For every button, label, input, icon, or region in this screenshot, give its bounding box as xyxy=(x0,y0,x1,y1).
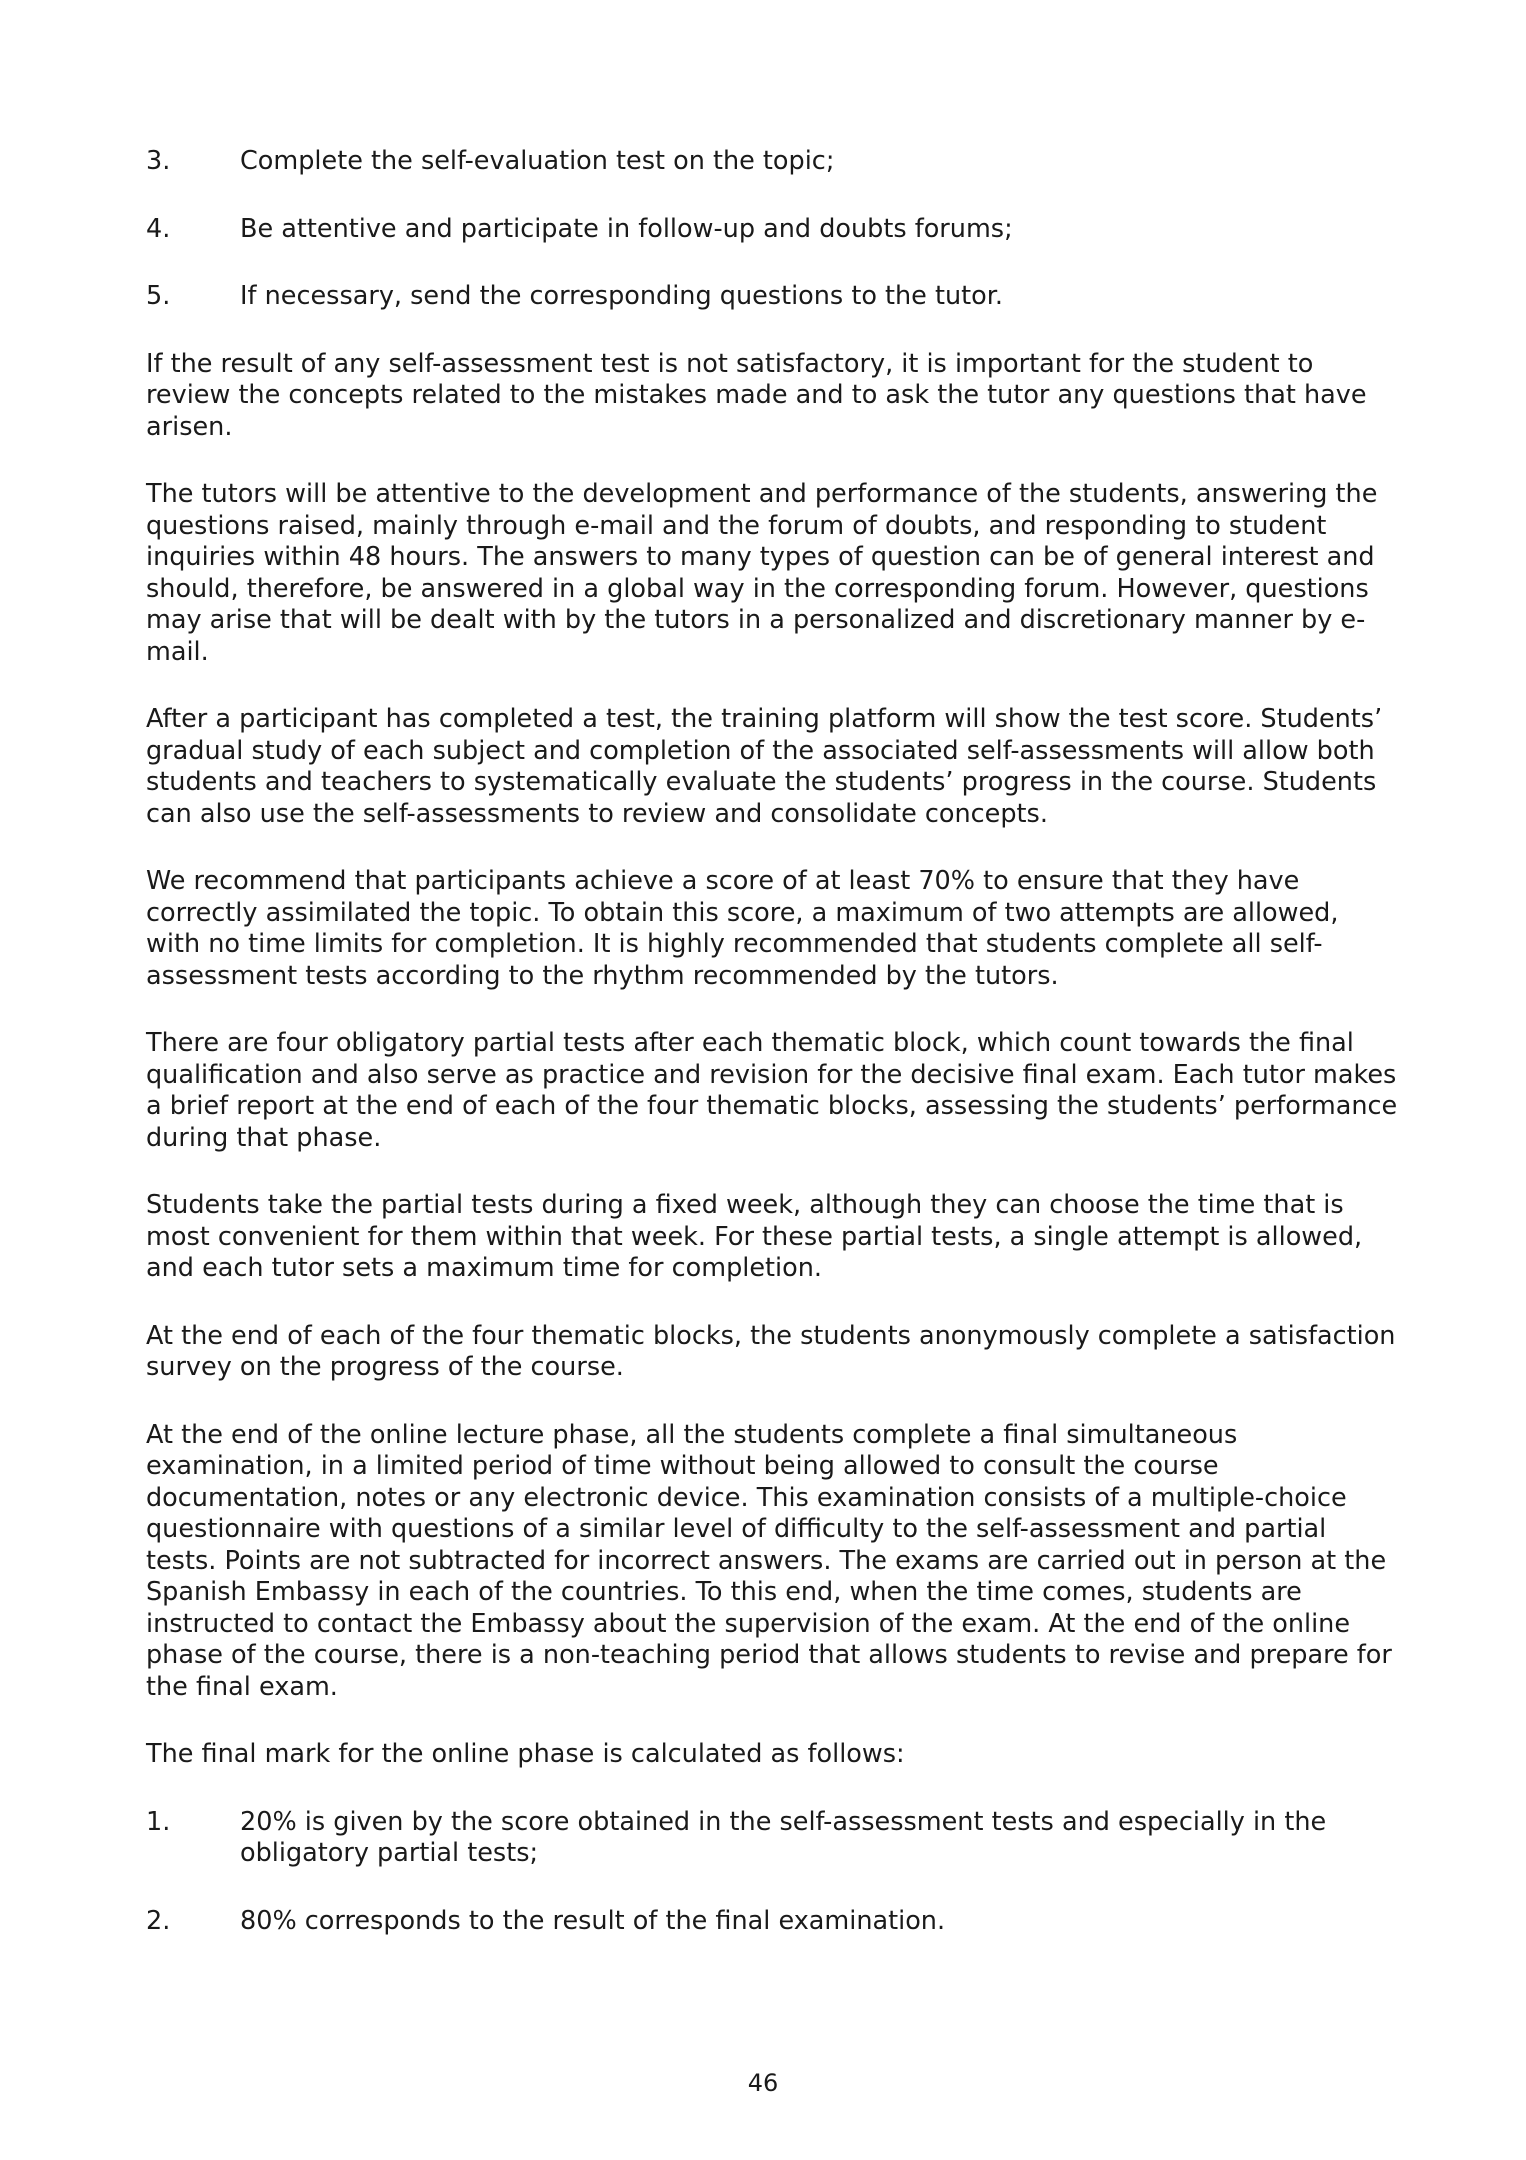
list-item xyxy=(146,281,1400,313)
list-text: 20% is given by the score obtained in the self-assessment tests and especially in the obligatory partial tests; xyxy=(240,1806,1327,1868)
paragraph: The final mark for the online phase is calculated as follows: xyxy=(146,1739,905,1769)
paragraph: We recommend that participants achieve a score of at least 70% to ensure that they have correctly assimilated the topic. To obtain this score, a maximum of two attempts are allowed, with no time limits for completion. It is highly recommended that students complete all self-assessment tests according to the rhythm recommended by the tutors. xyxy=(146,866,1339,991)
list-number: 4. xyxy=(146,213,171,244)
paragraph: If the result of any self-assessment test is not satisfactory, it is important for the student to review the concepts related to the mistakes made and to ask the tutor any questions that have arisen. xyxy=(146,348,1367,442)
list-item xyxy=(146,1807,1400,1870)
list-item xyxy=(146,1906,1400,1938)
list-text: If necessary, send the corresponding questions to the tutor. xyxy=(240,281,1003,311)
paragraph: At the end of the online lecture phase, all the students complete a final simultaneous examination, in a limited period of time without being allowed to consult the course documentation, notes or any electronic device. This examination consists of a multiple-choice questionnaire with questions of a similar level of difficulty to the self-assessment and partial tests. Points are not subtracted for incorrect answers. The exams are carried out in person at the Spanish Embassy in each of the countries. To this end, when the time comes, students are instructed to contact the Embassy about the supervision of the exam. At the end of the online phase of the course, there is a non-teaching period that allows students to revise and prepare for the final exam. xyxy=(146,1419,1392,1702)
paragraph: The tutors will be attentive to the development and performance of the students, answering the questions raised, mainly through e-mail and the forum of doubts, and responding to student inquiries within 48 hours. The answers to many types of question can be of general interest and should, therefore, be answered in a global way in the corresponding forum. However, questions may arise that will be dealt with by the tutors in a personalized and discretionary manner by e-mail. xyxy=(146,479,1378,667)
list-number: 3. xyxy=(146,146,171,176)
document-page xyxy=(146,146,1400,1937)
page-number: 46 xyxy=(747,2069,779,2097)
paragraph: At the end of each of the four thematic blocks, the students anonymously complete a satisfaction survey on the progress of the course. xyxy=(146,1320,1396,1382)
list-number: 1. xyxy=(146,1806,171,1837)
list-item xyxy=(146,146,1400,178)
list-text: 80% corresponds to the result of the final examination. xyxy=(240,1905,946,1936)
list-text: Complete the self-evaluation test on the topic; xyxy=(240,146,835,176)
list-item xyxy=(146,214,1400,246)
paragraph: After a participant has completed a test, the training platform will show the test score. Students’ gradual study of each subject and completion of the associated self-assessments will allow both students and teachers to systematically evaluate the students’ progress in the course. Students can also use the self-assessments to review and consolidate concepts. xyxy=(146,704,1383,829)
paragraph: There are four obligatory partial tests after each thematic block, which count towards the final qualification and also serve as practice and revision for the decisive final exam. Each tutor makes a brief report at the end of each of the four thematic blocks, assessing the students’ performance during that phase. xyxy=(146,1028,1398,1153)
list-number: 2. xyxy=(146,1905,171,1936)
list-number: 5. xyxy=(146,281,171,311)
list-text: Be attentive and participate in follow-up and doubts forums; xyxy=(240,213,1013,244)
paragraph: Students take the partial tests during a fixed week, although they can choose the time that is most convenient for them within that week. For these partial tests, a single attempt is allowed, and each tutor sets a maximum time for completion. xyxy=(146,1190,1363,1283)
